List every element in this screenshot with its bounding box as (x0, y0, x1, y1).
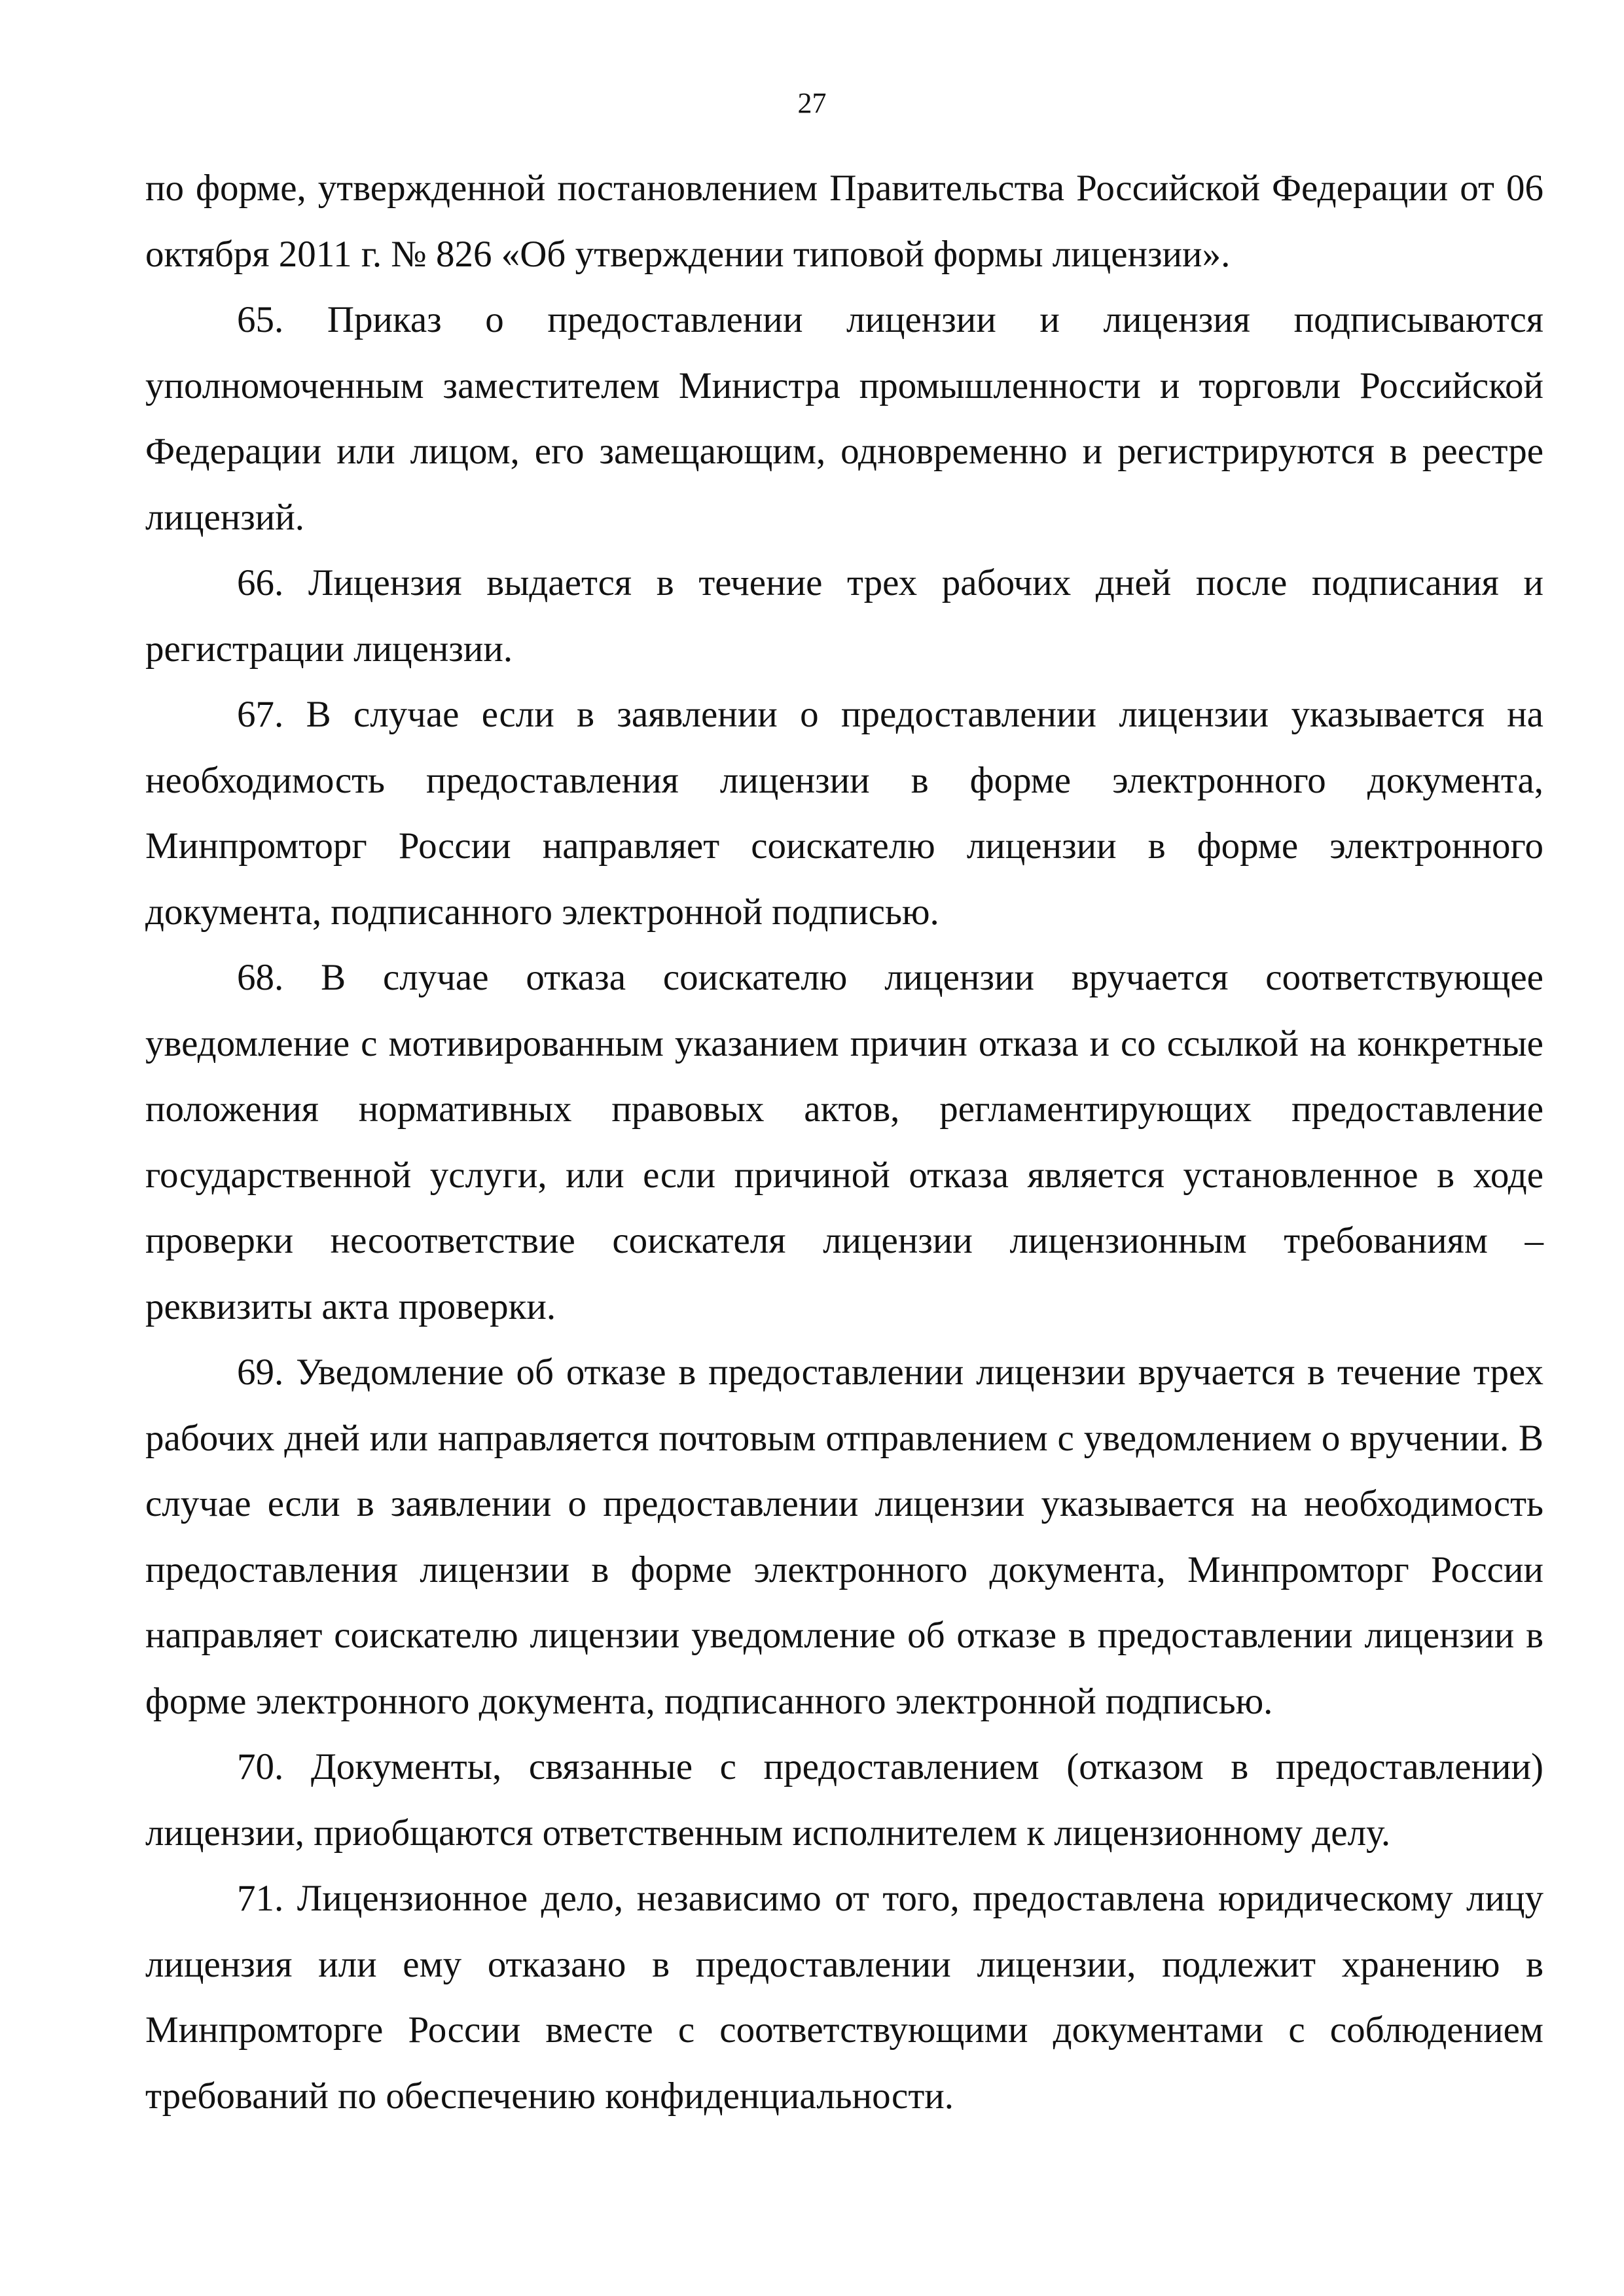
paragraph-65: 65. Приказ о предоставлении лицензии и лицензия подписываются уполномоченным заместителем Министра промышленности и торговли Российской Федерации или лицом, его замещающим, одновременно и регистрируются в реестре лицензий. (145, 299, 1543, 538)
document-body (145, 156, 1543, 2129)
paragraph-continuation: по форме, утвержденной постановлением Правительства Российской Федерации от 06 октября 2011 г. № 826 «Об утверждении типовой формы лицензии». (145, 168, 1543, 275)
paragraph-69: 69. Уведомление об отказе в предоставлении лицензии вручается в течение трех рабочих дней или направляется почтовым отправлением с уведомлением о вручении. В случае если в заявлении о предоставлении лицензии указывается на необходимость предоставления лицензии в форме электронного документа, Минпромторг России направляет соискателю лицензии уведомление об отказе в предоставлении лицензии в форме электронного документа, подписанного электронной подписью. (145, 1352, 1543, 1722)
paragraph-71: 71. Лицензионное дело, независимо от того, предоставлена юридическому лицу лицензия или ему отказано в предоставлении лицензии, подлежит хранению в Минпромторге России вместе с соответствующими документами с соблюдением требований по обеспечению конфиденциальности. (145, 1878, 1543, 2117)
paragraph-66: 66. Лицензия выдается в течение трех рабочих дней после подписания и регистрации лицензии. (145, 562, 1543, 670)
paragraph-70: 70. Документы, связанные с предоставлением (отказом в предоставлении) лицензии, приобщаются ответственным исполнителем к лицензионному делу. (145, 1746, 1543, 1854)
paragraph-67: 67. В случае если в заявлении о предоставлении лицензии указывается на необходимость предоставления лицензии в форме электронного документа, Минпромторг России направляет соискателю лицензии в форме электронного документа, подписанного электронной подписью. (145, 694, 1543, 933)
paragraph-68: 68. В случае отказа соискателю лицензии вручается соответствующее уведомление с мотивированным указанием причин отказа и со ссылкой на конкретные положения нормативных правовых актов, регламентирующих предоставление государственной услуги, или если причиной отказа является установленное в ходе проверки несоответствие соискателя лицензии лицензионным требованиям – реквизиты акта проверки. (145, 957, 1543, 1327)
page-number: 27 (797, 87, 827, 119)
